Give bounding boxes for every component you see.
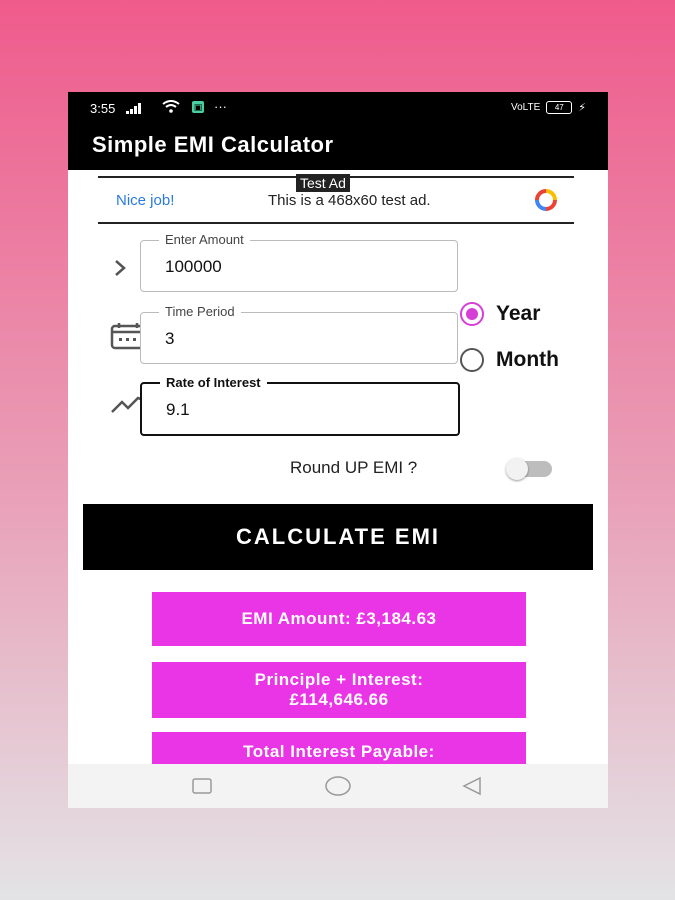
radio-year-circle[interactable]: [460, 302, 484, 326]
amount-label: Enter Amount: [159, 232, 250, 247]
status-bar: [68, 92, 608, 124]
time-period-field[interactable]: [140, 304, 458, 364]
round-up-label: Round UP EMI ?: [290, 458, 418, 477]
principle-interest-result: [152, 662, 526, 718]
total-interest-label: Total Interest Payable:: [243, 742, 435, 761]
ad-left-text: Nice job!: [116, 192, 175, 209]
ad-badge: Test Ad: [296, 174, 350, 192]
app-bar: [68, 124, 608, 170]
round-up-toggle[interactable]: [508, 461, 552, 477]
rate-of-interest-label: Rate of Interest: [160, 375, 267, 390]
ad-text: This is a 468x60 test ad.: [268, 192, 431, 209]
notification-icon: ▣: [193, 102, 203, 112]
phone-screen: [68, 92, 608, 808]
radio-year[interactable]: [460, 302, 540, 326]
volte-icon: VoLTE: [510, 102, 541, 113]
battery-level: 47: [554, 103, 564, 112]
back-icon[interactable]: [460, 776, 484, 801]
toggle-knob: [506, 458, 528, 480]
charging-icon: ⚡: [578, 102, 586, 114]
radio-year-label: Year: [496, 302, 541, 325]
signal-icon: [126, 102, 144, 117]
more-notifications-icon: ···: [214, 99, 227, 114]
emi-amount-text: EMI Amount: £3,184.63: [241, 609, 437, 628]
chevron-right-icon: [110, 258, 130, 283]
amount-field[interactable]: [140, 232, 458, 292]
radio-month-label: Month: [496, 348, 559, 371]
wifi-icon: [162, 100, 180, 116]
radio-month-circle[interactable]: [460, 348, 484, 372]
test-ad-banner[interactable]: [98, 176, 574, 224]
principle-interest-value: £114,646.66: [289, 690, 389, 709]
recent-apps-icon[interactable]: [192, 778, 212, 799]
time-period-label: Time Period: [159, 304, 241, 319]
amount-value: 100000: [165, 257, 222, 276]
radio-month[interactable]: [460, 348, 559, 372]
rate-of-interest-field[interactable]: [140, 375, 460, 436]
ad-logo-icon: [534, 188, 558, 217]
app-title: Simple EMI Calculator: [92, 132, 334, 157]
rate-of-interest-value: 9.1: [166, 400, 190, 419]
time-period-value: 3: [165, 329, 175, 348]
principle-interest-label: Principle + Interest:: [254, 670, 424, 689]
home-icon[interactable]: [324, 775, 352, 802]
emi-amount-result: [152, 592, 526, 646]
battery-icon: [546, 101, 572, 114]
navigation-bar: [68, 764, 608, 808]
calculate-emi-button[interactable]: CALCULATE EMI: [83, 504, 593, 570]
status-time: 3:55: [90, 101, 116, 116]
